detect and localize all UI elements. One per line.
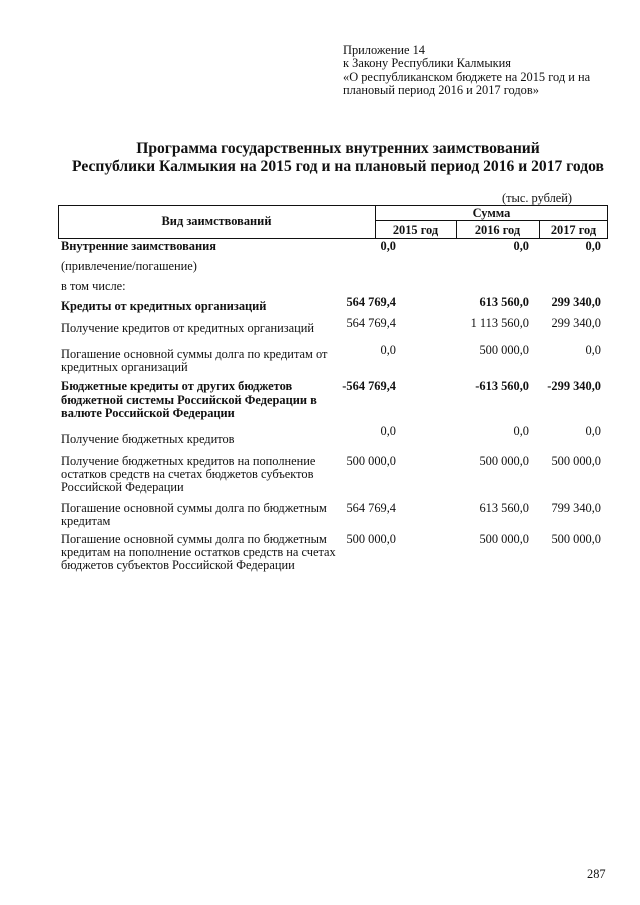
value-2016: 613 560,0 — [479, 501, 529, 515]
column-header-year: 2015 год — [392, 223, 439, 237]
value-2015: 500 000,0 — [346, 532, 396, 546]
value-2017: -299 340,0 — [547, 379, 601, 393]
row-label: Получение бюджетных кредитов — [61, 432, 235, 446]
row-label: в том числе: — [61, 279, 126, 293]
value-2015: 564 769,4 — [346, 316, 396, 330]
appendix-line: Приложение 14 — [343, 43, 425, 57]
value-2016: 0,0 — [513, 424, 529, 438]
value-2015: 500 000,0 — [346, 454, 396, 468]
value-2015: 0,0 — [380, 343, 396, 357]
row-label: (привлечение/погашение) — [61, 259, 197, 273]
value-2017: 500 000,0 — [551, 532, 601, 546]
row-label: Погашение основной суммы долга по бюджетным кредитам — [61, 501, 327, 528]
appendix-line: «О республиканском бюджете на 2015 год и на — [343, 69, 591, 84]
value-2016: 500 000,0 — [479, 343, 529, 357]
title-line-2: Республики Калмыкия на 2015 год и на плановый период 2016 и 2017 годов — [72, 158, 604, 175]
value-2016: 613 560,0 — [479, 295, 529, 309]
row-label: Погашение основной суммы долга по бюджетным кредитам на пополнение остатков средств на счетах бюджетов субъектов Российской Федерации — [61, 532, 336, 572]
units-note: (тыс. рублей) — [502, 191, 573, 205]
row-label: Погашение основной суммы долга по кредитам от кредитных организаций — [61, 347, 328, 374]
column-header-year: 2016 год — [474, 223, 521, 237]
page-number: 287 — [587, 867, 606, 881]
appendix-line: плановый период 2016 и 2017 годов» — [343, 82, 539, 97]
value-2016: -613 560,0 — [475, 379, 529, 393]
row-label: Получение бюджетных кредитов на пополнение остатков средств на счетах бюджетов субъектов Российской Федерации — [61, 454, 316, 494]
value-2016: 0,0 — [513, 239, 529, 253]
value-2016: 500 000,0 — [479, 454, 529, 468]
row-label: Внутренние заимствования — [61, 239, 216, 253]
document-title — [0, 140, 640, 176]
appendix-note — [343, 44, 628, 97]
value-2015: -564 769,4 — [342, 379, 396, 393]
title-line-1: Программа государственных внутренних заимствований — [136, 140, 540, 157]
value-2017: 0,0 — [585, 239, 601, 253]
row-label: Бюджетные кредиты от других бюджетов бюджетной системы Российской Федерации в валюте Российской Федерации — [61, 379, 317, 420]
value-2017: 299 340,0 — [551, 316, 601, 330]
value-2017: 0,0 — [585, 424, 601, 438]
value-2017: 799 340,0 — [551, 501, 601, 515]
value-2015: 0,0 — [380, 424, 396, 438]
value-2017: 0,0 — [585, 343, 601, 357]
row-label: Получение кредитов от кредитных организаций — [61, 321, 315, 335]
value-2017: 500 000,0 — [551, 454, 601, 468]
column-header-sum: Сумма — [472, 206, 511, 220]
value-2015: 0,0 — [380, 239, 396, 253]
column-header-type: Вид заимствований — [161, 214, 272, 228]
value-2015: 564 769,4 — [346, 501, 396, 515]
value-2015: 564 769,4 — [346, 295, 396, 309]
column-header-year: 2017 год — [550, 223, 597, 237]
value-2016: 1 113 560,0 — [470, 316, 529, 330]
value-2016: 500 000,0 — [479, 532, 529, 546]
value-2017: 299 340,0 — [551, 295, 601, 309]
row-label: Кредиты от кредитных организаций — [61, 299, 267, 313]
appendix-line: к Закону Республики Калмыкия — [343, 56, 511, 71]
